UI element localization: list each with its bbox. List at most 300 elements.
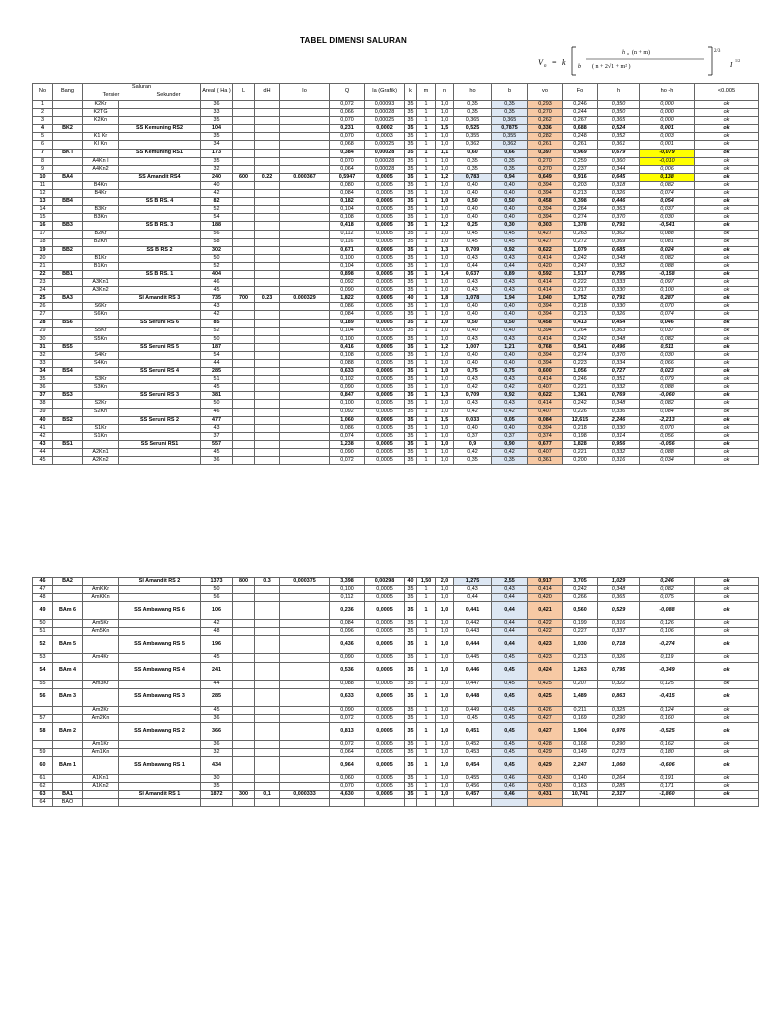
cell-ia: 0,0005 [365,757,405,775]
cell-fo: 0,413 [563,319,598,327]
cell-k: 35 [405,424,417,432]
cell-ho: 0,40 [454,206,492,214]
cell-fo: 1,056 [563,368,598,376]
cell-tersier: K1 Kr [83,133,119,141]
cell-k: 35 [405,457,417,465]
cell-h: 2,317 [598,791,640,799]
cell-areal: 58 [201,238,233,246]
cell-b: 0,90 [492,440,528,448]
cell-vo: 0,600 [528,368,563,376]
cell-io [280,181,330,189]
cell-m: 1 [417,295,436,303]
cell-ho-h: 0,074 [640,311,695,319]
cell-q: 0,182 [330,198,365,206]
cell-bang [53,775,83,783]
cell-io: 0.000367 [280,173,330,181]
cell-io [280,125,330,133]
cell-sekunder [119,101,201,109]
cell-m: 1 [417,141,436,149]
cell-ia: 0,00025 [365,141,405,149]
cell-tersier [83,368,119,376]
cell-m: 1 [417,706,436,714]
cell-q: 0,108 [330,214,365,222]
cell-ho: 0,443 [454,628,492,636]
cell-ho-h: 0,082 [640,335,695,343]
cell-q: 4,630 [330,791,365,799]
table-row [33,602,759,620]
cell-l [233,799,255,807]
cell-io [280,246,330,254]
cell-tersier: S1Kr [83,424,119,432]
table-row [33,173,759,181]
cell-sekunder [119,262,201,270]
cell-dh [255,408,280,416]
cell-tersier: S6Kn [83,311,119,319]
header-vo: vo [528,84,563,101]
cell-fo: 0,264 [563,327,598,335]
page-title: TABEL DIMENSI SALURAN [300,36,408,45]
formula-lhs-sub: n [544,64,547,69]
cell-ia: 0,0005 [365,262,405,270]
cell-tersier [83,791,119,799]
cell-n: 1,0 [436,586,454,594]
cell-fo: 0,247 [563,262,598,270]
cell-m: 1 [417,416,436,424]
cell-no: 47 [33,586,53,594]
cell-ia: 0,0005 [365,287,405,295]
cell-vo: 0,407 [528,449,563,457]
cell-ho: 0,42 [454,449,492,457]
cell-io [280,287,330,295]
cell-h: 0,352 [598,133,640,141]
cell-vo: 0,421 [528,602,563,620]
cell-n: 1,0 [436,165,454,173]
cell-fo: 0,222 [563,279,598,287]
table-row [33,376,759,384]
cell-check: ok [695,246,759,254]
cell-fo: 0,261 [563,141,598,149]
cell-ho: 0,452 [454,740,492,748]
cell-areal: 85 [201,319,233,327]
cell-k: 35 [405,722,417,740]
cell-check: ok [695,748,759,756]
cell-ia: 0,0005 [365,181,405,189]
cell-ho: 0,362 [454,141,492,149]
cell-io [280,688,330,706]
cell-ia: 0,0005 [365,311,405,319]
cell-vo: 0,261 [528,141,563,149]
cell-m: 1 [417,262,436,270]
cell-sekunder [119,287,201,295]
cell-bang: BB3 [53,222,83,230]
cell-h: 0,446 [598,198,640,206]
cell-b: 0,35 [492,165,528,173]
cell-bang [53,654,83,662]
cell-m: 1 [417,270,436,278]
cell-m: 1 [417,680,436,688]
cell-q: 0,536 [330,662,365,680]
cell-check: ok [695,636,759,654]
cell-k: 35 [405,440,417,448]
cell-n: 1,0 [436,287,454,295]
formula-den: ( n + 2√1 + m² ) [592,64,631,70]
cell-areal: 477 [201,416,233,424]
cell-m: 1 [417,757,436,775]
cell-b: 0,75 [492,368,528,376]
cell-b: 0,43 [492,287,528,295]
cell-no: 55 [33,680,53,688]
cell-ho: 0,43 [454,400,492,408]
cell-fo: 0,200 [563,457,598,465]
cell-sekunder [119,748,201,756]
cell-no: 12 [33,190,53,198]
cell-bang [53,206,83,214]
cell-m: 1 [417,594,436,602]
cell-ho-h: 0,070 [640,424,695,432]
cell-ho: 0,448 [454,688,492,706]
cell-ia: 0,0005 [365,775,405,783]
cell-sekunder [119,214,201,222]
cell-h: 0,332 [598,384,640,392]
cell-k: 35 [405,230,417,238]
cell-b: 0,45 [492,706,528,714]
cell-l [233,335,255,343]
cell-areal: 36 [201,101,233,109]
cell-n: 1,0 [436,602,454,620]
cell-b: 0,45 [492,238,528,246]
cell-n: 1,0 [436,757,454,775]
cell-sekunder [119,775,201,783]
cell-l [233,400,255,408]
cell-fo: 0,213 [563,190,598,198]
cell-ho: 0,455 [454,775,492,783]
cell-ho-h: 0,056 [640,432,695,440]
cell-k: 35 [405,688,417,706]
cell-ho-h: 0,171 [640,783,695,791]
cell-l [233,654,255,662]
cell-ho: 0,35 [454,165,492,173]
cell-sekunder [119,783,201,791]
cell-sekunder: SI Amandit RS 1 [119,791,201,799]
cell-ho-h: 0,000 [640,101,695,109]
cell-sekunder [119,740,201,748]
cell-ho: 0,43 [454,586,492,594]
cell-bang [53,351,83,359]
cell-ia: 0,00093 [365,101,405,109]
cell-sekunder [119,654,201,662]
cell-check: ok [695,594,759,602]
cell-check: ok [695,303,759,311]
cell-areal: 52 [201,206,233,214]
cell-bang [53,748,83,756]
cell-vo: 0,414 [528,400,563,408]
cell-tersier [83,602,119,620]
cell-tersier [83,757,119,775]
cell-fo: 12,615 [563,416,598,424]
cell-vo: 0,394 [528,206,563,214]
cell-k: 35 [405,748,417,756]
cell-q: 0,084 [330,620,365,628]
header-ho-h: ho -h [640,84,695,101]
cell-no: 30 [33,335,53,343]
cell-bang [53,706,83,714]
cell-sekunder [119,254,201,262]
header-sekunder: Sekunder [156,92,181,98]
cell-no: 32 [33,351,53,359]
cell-ho: 0,50 [454,198,492,206]
cell-areal: 557 [201,440,233,448]
cell-q: 0,116 [330,238,365,246]
cell-sekunder [119,799,201,807]
table-row [33,343,759,351]
cell-tersier: A3Kn1 [83,279,119,287]
cell-tersier [83,343,119,351]
cell-k: 35 [405,740,417,748]
cell-vo: 0,270 [528,109,563,117]
cell-areal: 44 [201,360,233,368]
table-row [33,636,759,654]
cell-no: 22 [33,270,53,278]
cell-bang [53,327,83,335]
cell-n: 1,0 [436,628,454,636]
cell-io [280,384,330,392]
cell-b: 0,43 [492,335,528,343]
cell-ho: 0,40 [454,351,492,359]
cell-ho-h: 0,160 [640,714,695,722]
cell-q: 0,080 [330,181,365,189]
header-l: L [233,84,255,101]
cell-ia: 0,0005 [365,748,405,756]
cell-m: 1 [417,351,436,359]
cell-q: 1,060 [330,416,365,424]
cell-q: 0,084 [330,311,365,319]
cell-b: 0,42 [492,449,528,457]
cell-dh [255,620,280,628]
cell-l [233,351,255,359]
cell-m: 1 [417,740,436,748]
cell-tersier [83,125,119,133]
cell-areal: 302 [201,246,233,254]
cell-no: 18 [33,238,53,246]
cell-sekunder [119,238,201,246]
cell-b: 0,35 [492,157,528,165]
cell-no: 36 [33,384,53,392]
cell-ho: 0,42 [454,384,492,392]
cell-h: 0,370 [598,214,640,222]
cell-dh [255,680,280,688]
cell-h: 0,316 [598,457,640,465]
cell-fo: 0,203 [563,181,598,189]
cell-h: 0,330 [598,424,640,432]
cell-tersier: S2Kn [83,408,119,416]
cell-areal: 44 [201,680,233,688]
formula-i: I [730,61,733,69]
cell-bang [53,165,83,173]
cell-no: 63 [33,791,53,799]
table-row [33,109,759,117]
table-row [33,287,759,295]
cell-b: 0,40 [492,181,528,189]
cell-ho: 0,35 [454,157,492,165]
cell-ho-h: 0,126 [640,620,695,628]
cell-check: ok [695,173,759,181]
cell-ho-h: 0,037 [640,327,695,335]
cell-dh [255,416,280,424]
cell-ho-h: 0,088 [640,449,695,457]
cell-bang: BA3 [53,295,83,303]
cell-m: 1 [417,586,436,594]
cell-ho: 1,078 [454,295,492,303]
cell-ia: 0,0005 [365,198,405,206]
cell-dh [255,141,280,149]
cell-m: 1 [417,109,436,117]
cell-ia: 0,0005 [365,303,405,311]
cell-io [280,706,330,714]
cell-b: 0,43 [492,586,528,594]
cell-fo: 1,904 [563,722,598,740]
cell-ho-h: 0,106 [640,628,695,636]
cell-vo: 0,427 [528,714,563,722]
cell-ho: 0,453 [454,748,492,756]
table-row [33,457,759,465]
cell-ia: 0,0005 [365,416,405,424]
cell-dh [255,335,280,343]
cell-fo: 0,688 [563,125,598,133]
cell-tersier [83,295,119,303]
cell-m: 1 [417,173,436,181]
cell-io [280,449,330,457]
cell-vo: 0,768 [528,343,563,351]
cell-h: 0,524 [598,125,640,133]
cell-io [280,783,330,791]
header-saluran-sub [84,93,199,99]
cell-bang [53,376,83,384]
cell-k: 35 [405,133,417,141]
cell-tersier: S2Kr [83,400,119,408]
cell-bang [53,400,83,408]
cell-areal: 42 [201,620,233,628]
cell-k: 35 [405,636,417,654]
cell-h: 0,362 [598,230,640,238]
cell-m: 1 [417,319,436,327]
cell-ho: 0,457 [454,791,492,799]
cell-h: 0,679 [598,149,640,157]
cell-l [233,246,255,254]
cell-m: 1 [417,360,436,368]
cell-ho: 0,525 [454,125,492,133]
cell-areal: 173 [201,149,233,157]
cell-l [233,206,255,214]
table-row [33,254,759,262]
cell-tersier: B4Kr [83,190,119,198]
cell-tersier [83,662,119,680]
cell-n [436,799,454,807]
table-row [33,181,759,189]
cell-tersier [83,578,119,586]
cell-vo: 0,423 [528,654,563,662]
formula-eq: = [552,58,557,67]
cell-areal: 50 [201,335,233,343]
cell-ho: 0,45 [454,714,492,722]
cell-n: 1,1 [436,149,454,157]
table-row [33,449,759,457]
cell-ho: 0,37 [454,432,492,440]
cell-sekunder [119,628,201,636]
cell-l [233,408,255,416]
cell-vo: 0,427 [528,722,563,740]
cell-ho: 0,9 [454,440,492,448]
cell-bang [53,181,83,189]
cell-no: 23 [33,279,53,287]
cell-ho: 1,275 [454,578,492,586]
cell-q: 0,070 [330,133,365,141]
cell-fo: 0,267 [563,117,598,125]
cell-tersier: Am1Kn [83,748,119,756]
cell-dh [255,181,280,189]
cell-h: 0,350 [598,109,640,117]
cell-dh: 0.22 [255,173,280,181]
cell-no: 38 [33,400,53,408]
formula-lhs: V [538,58,543,67]
cell-bang [53,408,83,416]
cell-q: 3,398 [330,578,365,586]
cell-check: ok [695,628,759,636]
cell-areal: 241 [201,662,233,680]
cell-ho-h: 0,119 [640,654,695,662]
cell-m: 1 [417,628,436,636]
cell-l [233,360,255,368]
cell-k: 35 [405,157,417,165]
cell-k: 35 [405,214,417,222]
cell-io [280,722,330,740]
cell-n: 1,0 [436,157,454,165]
cell-q: 0,084 [330,190,365,198]
cell-m: 1 [417,230,436,238]
cell-tersier: S4Kn [83,360,119,368]
cell-q: 0,100 [330,400,365,408]
cell-q: 0,070 [330,157,365,165]
cell-sekunder: SS Amandit RS4 [119,173,201,181]
cell-k: 35 [405,287,417,295]
cell-ho-h: 0,088 [640,262,695,270]
cell-q: 0,633 [330,688,365,706]
cell-b: 0,37 [492,432,528,440]
table-row [33,654,759,662]
cell-areal: 196 [201,636,233,654]
cell-ho: 0,355 [454,133,492,141]
cell-io [280,457,330,465]
cell-k: 35 [405,238,417,246]
cell-n: 1,0 [436,206,454,214]
cell-check: ok [695,400,759,408]
cell-tersier [83,149,119,157]
cell-k: 35 [405,109,417,117]
cell-k: 35 [405,149,417,157]
cell-b: 0,40 [492,327,528,335]
header-saluran-label: Saluran [131,84,152,91]
cell-check: ok [695,206,759,214]
cell-n: 1,0 [436,190,454,198]
cell-m: 1 [417,636,436,654]
cell-b: 0,42 [492,408,528,416]
cell-k: 35 [405,368,417,376]
cell-h: 0,348 [598,335,640,343]
cell-ia: 0,0005 [365,335,405,343]
cell-ho: 0,444 [454,636,492,654]
cell-ia: 0,0005 [365,586,405,594]
cell-areal: 35 [201,133,233,141]
cell-tersier [83,799,119,807]
